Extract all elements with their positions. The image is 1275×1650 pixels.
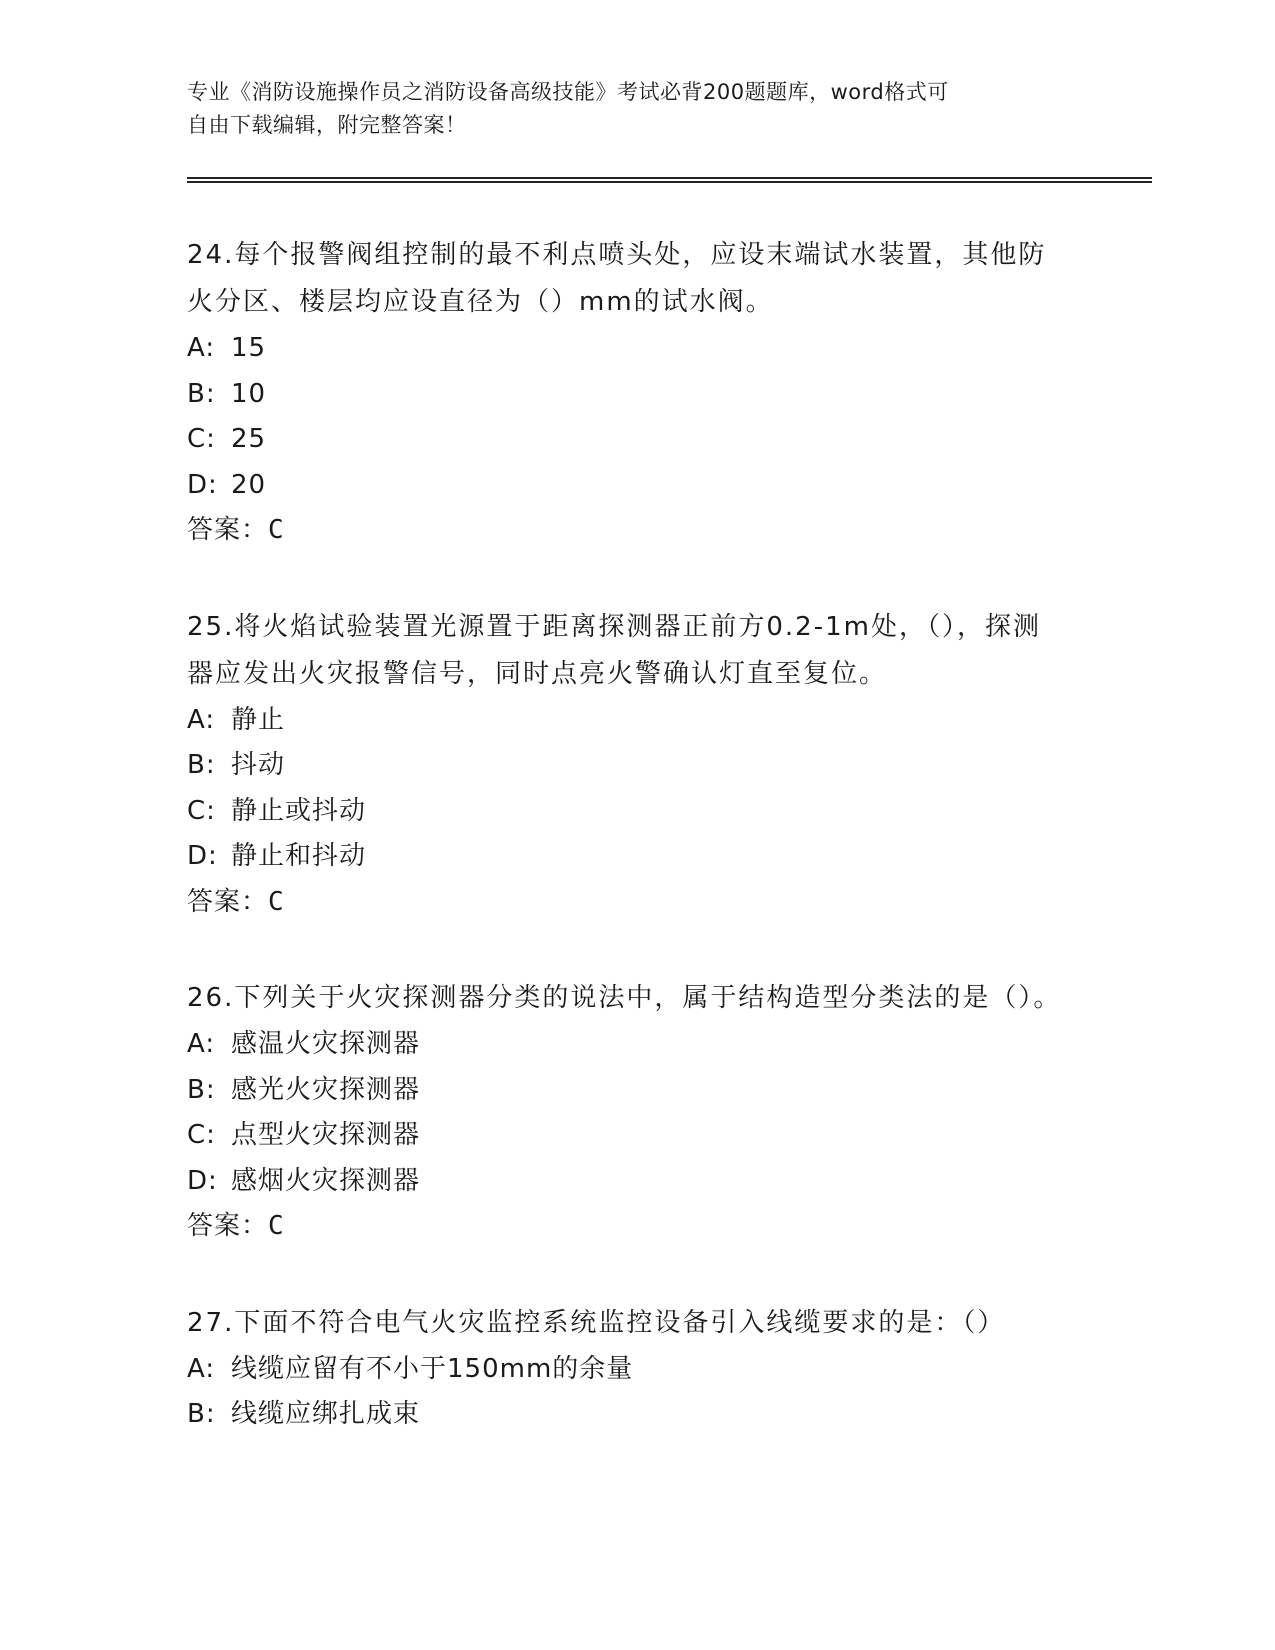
- answer-label: 答案：: [187, 1211, 269, 1241]
- option-letter: C:: [187, 424, 216, 454]
- option-text: 10: [231, 378, 267, 409]
- option-b: [187, 1068, 1067, 1114]
- option-c: [187, 1113, 1067, 1159]
- question-25: [187, 604, 1067, 926]
- option-text: 感光火灾探测器: [231, 1074, 421, 1105]
- option-text: 静止和抖动: [231, 841, 367, 871]
- option-b: [187, 1392, 1067, 1438]
- option-letter: D:: [187, 841, 218, 871]
- option-text: 静止或抖动: [231, 795, 367, 826]
- question-stem: 25.将火焰试验装置光源置于距离探测器正前方0.2-1m处，（），探测器应发出火灾报警信号，同时点亮火警确认灯直至复位。: [187, 611, 1041, 689]
- option-letter: B:: [187, 1074, 216, 1105]
- option-letter: B:: [187, 750, 216, 780]
- answer-value: C: [268, 515, 285, 545]
- option-letter: B:: [187, 1399, 216, 1429]
- option-d: [187, 463, 1067, 509]
- option-letter: D:: [187, 1165, 218, 1196]
- header-title-line-1: 专业《消防设施操作员之消防设备高级技能》考试必背200题题库，word格式可: [187, 80, 949, 104]
- option-letter: D:: [187, 469, 218, 500]
- question-26: [187, 975, 1067, 1250]
- option-letter: A:: [187, 333, 216, 363]
- answer-line: [187, 1204, 1067, 1250]
- document-header: [187, 76, 1087, 142]
- option-text: 抖动: [231, 750, 286, 780]
- option-b: [187, 743, 1067, 789]
- option-text: 感温火灾探测器: [231, 1029, 421, 1059]
- option-letter: A:: [187, 1029, 216, 1059]
- question-stem: 27.下面不符合电气火灾监控系统监控设备引入线缆要求的是：（）: [187, 1307, 1006, 1338]
- option-letter: A:: [187, 1353, 216, 1384]
- option-d: [187, 834, 1067, 880]
- option-b: [187, 372, 1067, 418]
- option-a: [187, 1347, 1067, 1393]
- option-letter: A:: [187, 704, 216, 735]
- option-text: 15: [231, 333, 267, 363]
- option-letter: B:: [187, 378, 216, 409]
- option-c: [187, 789, 1067, 835]
- option-a: [187, 1022, 1067, 1068]
- question-24: [187, 232, 1067, 554]
- answer-label: 答案：: [187, 515, 269, 545]
- option-letter: C:: [187, 795, 216, 826]
- option-text: 20: [231, 469, 267, 500]
- option-text: 感烟火灾探测器: [231, 1165, 421, 1196]
- option-a: [187, 698, 1067, 744]
- header-divider-bottom: [187, 181, 1152, 183]
- option-a: [187, 326, 1067, 372]
- option-text: 线缆应留有不小于150mm的余量: [231, 1353, 634, 1384]
- option-c: [187, 417, 1067, 463]
- option-letter: C:: [187, 1120, 216, 1150]
- question-stem: 24.每个报警阀组控制的最不利点喷头处，应设末端试水装置，其他防火分区、楼层均应设直径为（）mm的试水阀。: [187, 240, 1047, 317]
- answer-line: [187, 880, 1067, 926]
- option-text: 线缆应绑扎成束: [231, 1399, 421, 1429]
- option-text: 点型火灾探测器: [231, 1120, 421, 1150]
- question-stem: 26.下列关于火灾探测器分类的说法中，属于结构造型分类法的是（）。: [187, 983, 1062, 1013]
- answer-value: C: [268, 886, 285, 917]
- option-text: 静止: [231, 704, 286, 735]
- question-list: [187, 232, 1067, 1488]
- answer-line: [187, 508, 1067, 554]
- question-27: [187, 1300, 1067, 1438]
- answer-value: C: [268, 1211, 285, 1241]
- answer-label: 答案：: [187, 886, 269, 917]
- header-divider-top: [187, 177, 1152, 179]
- option-d: [187, 1159, 1067, 1205]
- option-text: 25: [231, 424, 267, 454]
- header-title-line-2: 自由下载编辑，附完整答案！: [187, 113, 467, 137]
